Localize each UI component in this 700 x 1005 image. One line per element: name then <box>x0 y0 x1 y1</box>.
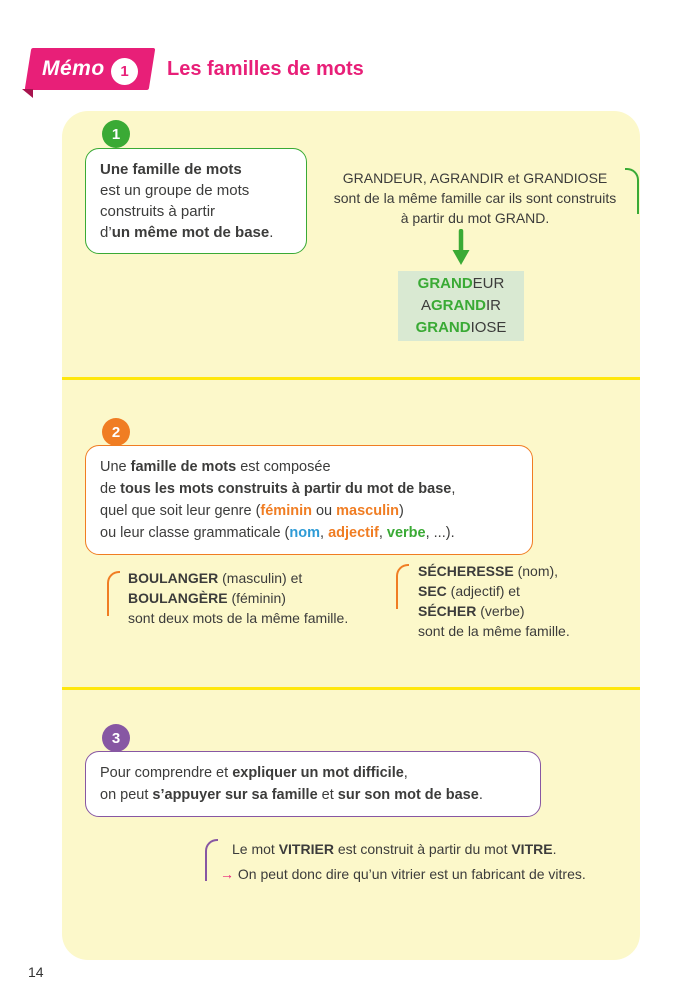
divider <box>62 377 640 380</box>
definition-box-2 <box>85 445 533 555</box>
example-line: sont deux mots de la même famille. <box>128 610 349 626</box>
brace-icon <box>625 168 639 214</box>
example-line: BOULANGER (masculin) et <box>128 570 303 586</box>
brace-icon <box>107 571 120 616</box>
word-line: AGRANDIR <box>420 297 501 314</box>
example-line: à partir du mot GRAND. <box>400 210 550 226</box>
page-number: 14 <box>28 964 44 980</box>
word-family-box <box>398 271 524 341</box>
definition-line: d’un même mot de base. <box>100 224 274 241</box>
definition-line: quel que soit leur genre (féminin ou masculin) <box>100 503 404 519</box>
brace-icon <box>396 564 409 609</box>
definition-line: de tous les mots construits à partir du mot de base, <box>100 481 456 497</box>
memo-number-badge: 1 <box>111 58 138 85</box>
example-text-3 <box>220 837 586 887</box>
definition-line: est un groupe de mots <box>100 182 250 199</box>
section-2-badge: 2 <box>102 418 130 446</box>
section-3-badge: 3 <box>102 724 130 752</box>
down-arrow-icon <box>450 229 472 267</box>
definition-line: Une famille de mots <box>100 161 242 178</box>
example-line: → On peut donc dire qu’un vitrier est un fabricant de vitres. <box>220 866 586 882</box>
example-text-left <box>128 568 348 628</box>
content-panel <box>62 111 640 960</box>
definition-line: construits à partir <box>100 203 216 220</box>
example-line: SEC (adjectif) et <box>418 583 520 599</box>
example-line: sont de la même famille. <box>418 623 570 639</box>
definition-line: Une famille de mots est composée <box>100 459 331 475</box>
brace-icon <box>205 839 218 881</box>
example-line: GRANDEUR, AGRANDIR et GRANDIOSE <box>342 170 608 186</box>
word-line: GRANDIOSE <box>415 319 507 336</box>
definition-line: ou leur classe grammaticale (nom, adjectif, verbe, ...). <box>100 525 455 541</box>
example-line: Le mot VITRIER est construit à partir du mot VITRE. <box>232 841 557 857</box>
example-line: SÉCHER (verbe) <box>418 603 525 619</box>
example-line: BOULANGÈRE (féminin) <box>128 590 286 606</box>
example-text-1 <box>310 168 640 228</box>
example-text-right <box>418 561 570 641</box>
example-line: SÉCHERESSE (nom), <box>418 563 559 579</box>
definition-box-3 <box>85 751 541 817</box>
definition-line: on peut s’appuyer sur sa famille et sur son mot de base. <box>100 787 483 803</box>
ribbon-fold-icon <box>22 89 33 98</box>
memo-label: Mémo <box>42 57 105 80</box>
definition-line: Pour comprendre et expliquer un mot difficile, <box>100 765 408 781</box>
divider <box>62 687 640 690</box>
definition-box-1 <box>85 148 307 254</box>
word-line: GRANDEUR <box>417 275 505 292</box>
page-title: Les familles de mots <box>167 58 364 80</box>
example-line: sont de la même famille car ils sont construits <box>333 190 617 206</box>
section-1-badge: 1 <box>102 120 130 148</box>
